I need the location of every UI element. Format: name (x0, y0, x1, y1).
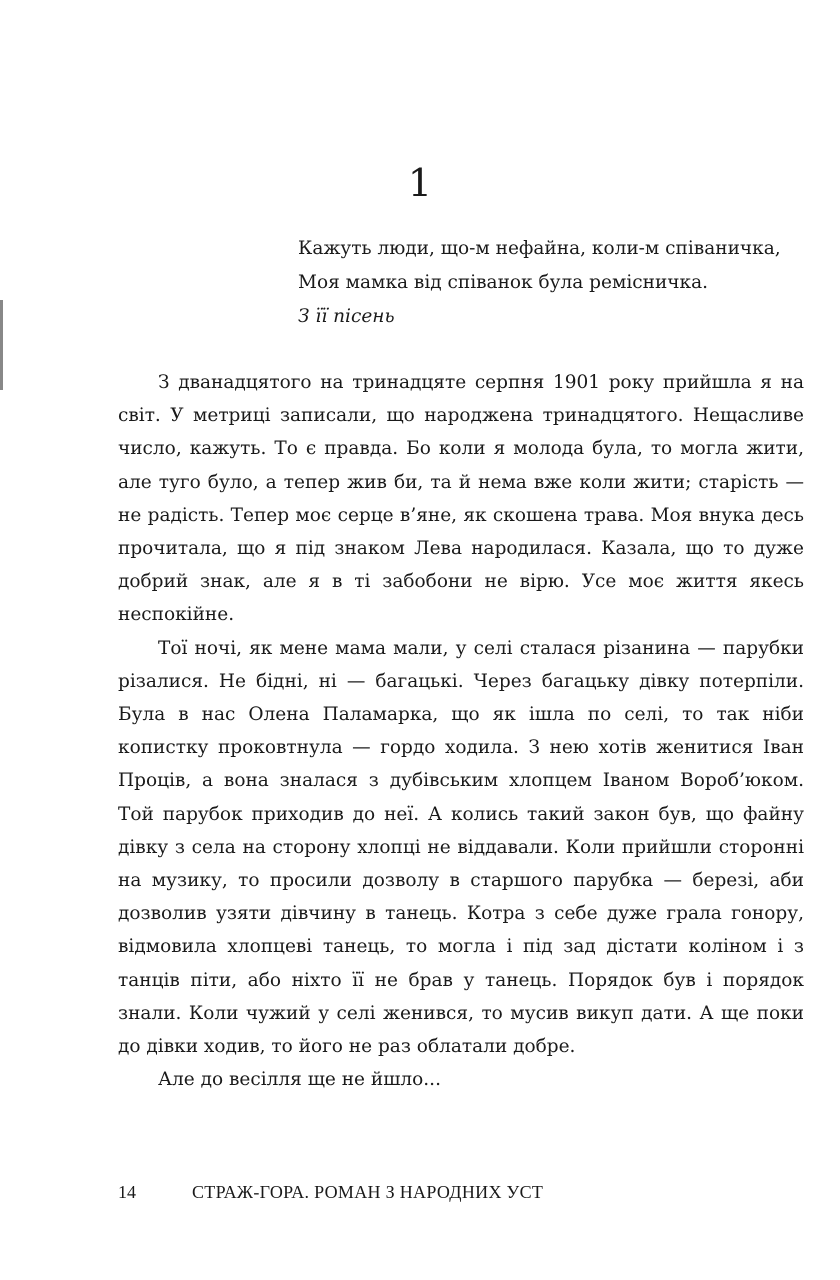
epigraph-source: З її пісень (298, 306, 395, 327)
body-text (118, 366, 804, 1096)
epigraph (298, 232, 818, 334)
paragraph: Але до весілля ще не йшло... (158, 1069, 441, 1091)
chapter-number: 1 (407, 161, 433, 205)
paragraph: Тої ночі, як мене мама мали, у селі сталася різанина — парубки різалися. Не бідні, ні — багацькі. Через багацьку дівку потерпіли. Була в нас Олена Паламарка, що як ішла по селі, то так ніби копистку проковтнула — гордо ходила. З нею хотів женитися Іван Проців, а вона зналася з дубівським хлопцем Іваном Вороб’юком. Той парубок приходив до неї. А колись такий закон був, що файну дівку з села на сторону хлопці не віддавали. Коли прийшли сторонні на музику, то просили дозволу в старшого парубка — березі, аби дозволив узяти дівчину в танець. Котра з себе дуже грала гонору, відмовила хлопцеві танець, то могла і під зад дістати коліном і з танців піти, або ніхто її не брав у танець. Порядок був і порядок знали. Коли чужий у селі женився, то мусив викуп дати. А ще поки до дівки ходив, то його не раз облатали добре. (118, 637, 804, 1058)
paragraph: З дванадцятого на тринадцяте серпня 1901 року прийшла я на світ. У метриці записали, що народжена тринадцятого. Нещасливе число, кажуть. То є правда. Бо коли я молода була, то могла жити, але туго було, а тепер жив би, та й нема вже коли жити; старість — не радість. Тепер моє серце в’яне, як скошена трава. Моя внука десь прочитала, що я під знаком Лева народилася. Казала, що то дуже добрий знак, але я в ті забобони не вірю. Усе моє життя якесь неспокійне. (118, 372, 804, 626)
page-number: 14 (118, 1182, 136, 1202)
epigraph-line: Кажуть люди, що-м нефайна, коли-м співаничка, (298, 238, 781, 259)
running-title: СТРАЖ-ГОРА. РОМАН З НАРОДНИХ УСТ (192, 1182, 544, 1202)
page-edge-mark (0, 300, 3, 390)
page-footer (118, 1180, 804, 1204)
epigraph-line: Моя мамка від співанок була ремісничка. (298, 272, 708, 293)
